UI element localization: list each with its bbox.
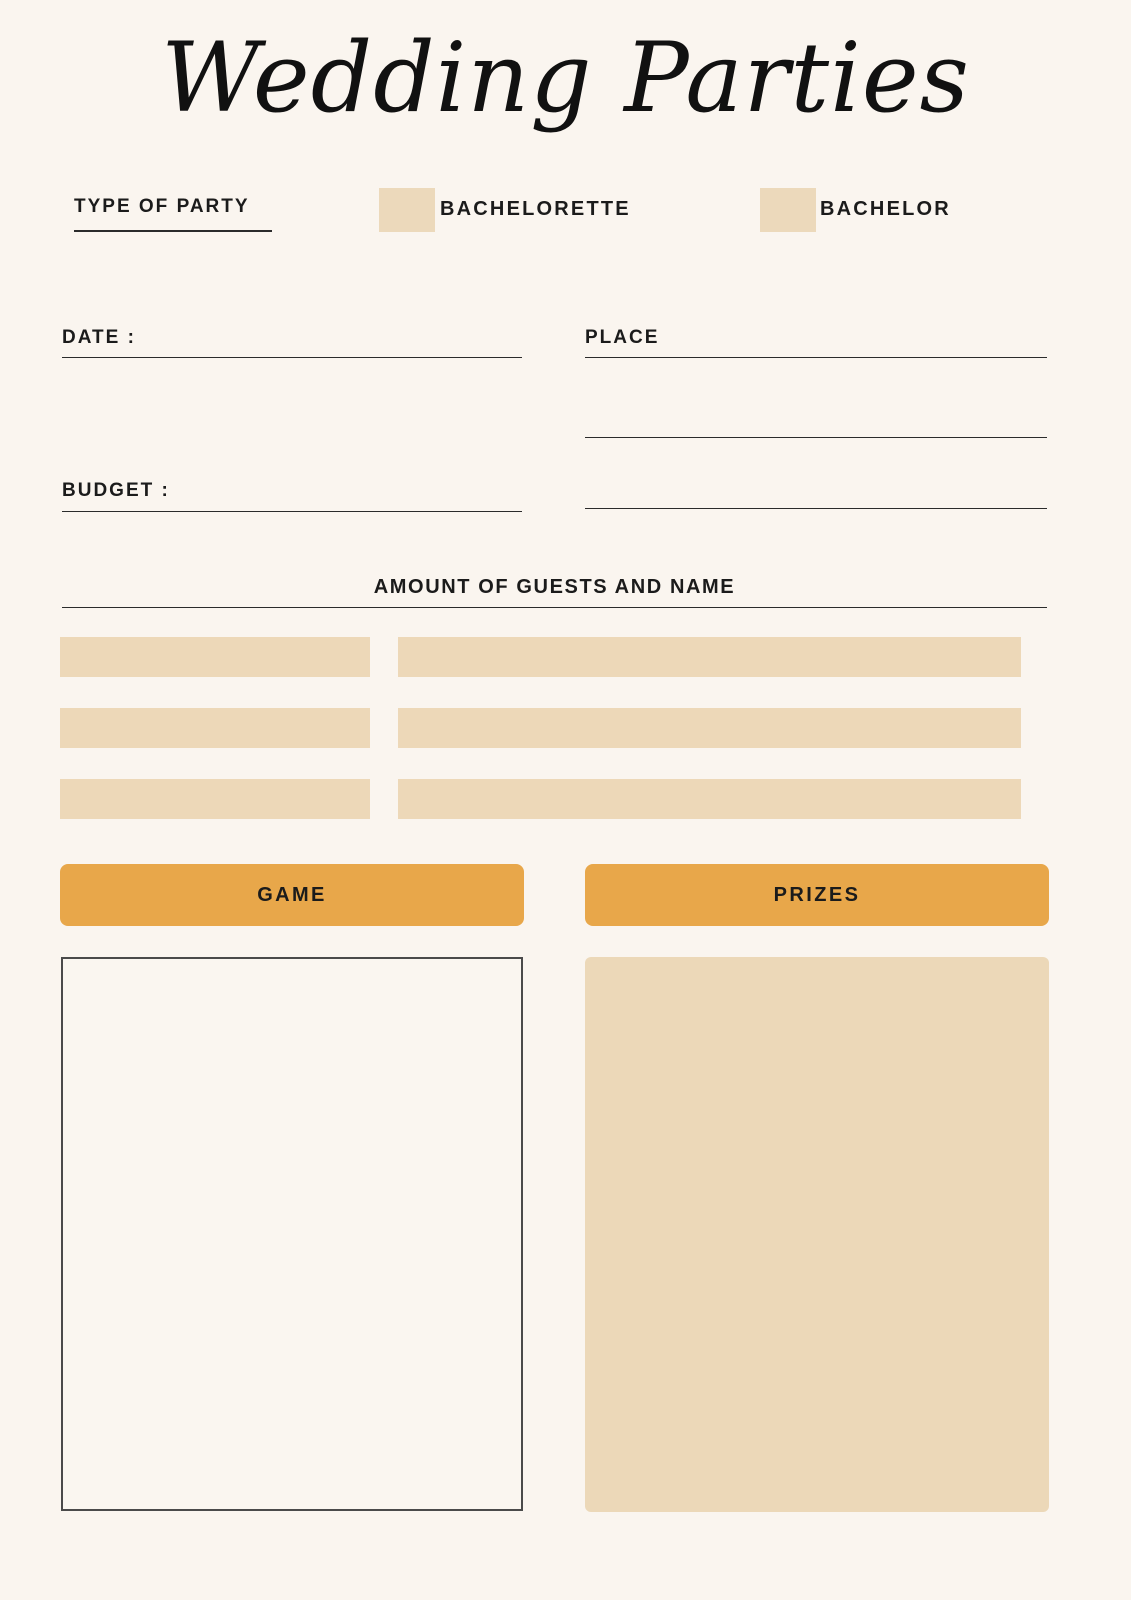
place-input-line-2[interactable] bbox=[585, 437, 1047, 438]
guest-field[interactable] bbox=[705, 779, 1021, 819]
place-label: PLACE bbox=[585, 327, 660, 348]
budget-input-line[interactable] bbox=[62, 511, 522, 512]
prizes-notes-box[interactable] bbox=[585, 957, 1049, 1512]
date-input-line[interactable] bbox=[62, 357, 522, 358]
guests-title-underline bbox=[62, 607, 1047, 608]
party-type-row bbox=[62, 186, 1072, 238]
guest-field[interactable] bbox=[60, 637, 370, 677]
party-type-label: TYPE OF PARTY bbox=[74, 196, 272, 232]
budget-label: BUDGET : bbox=[62, 480, 170, 501]
prizes-section-header: PRIZES bbox=[585, 864, 1049, 926]
checkbox-bachelorette[interactable] bbox=[379, 188, 435, 232]
guest-field[interactable] bbox=[398, 637, 710, 677]
option-label-bachelorette: BACHELORETTE bbox=[440, 198, 631, 220]
guest-field[interactable] bbox=[398, 708, 710, 748]
guest-field[interactable] bbox=[60, 708, 370, 748]
guest-field[interactable] bbox=[60, 779, 370, 819]
checkbox-bachelor[interactable] bbox=[760, 188, 816, 232]
guests-grid bbox=[60, 637, 1049, 819]
guest-field[interactable] bbox=[398, 779, 710, 819]
game-notes-box[interactable] bbox=[61, 957, 523, 1511]
place-input-line-3[interactable] bbox=[585, 508, 1047, 509]
guest-field[interactable] bbox=[705, 637, 1021, 677]
game-section-header: GAME bbox=[60, 864, 524, 926]
page-title: Wedding Parties bbox=[161, 22, 970, 134]
date-label: DATE : bbox=[62, 327, 136, 348]
place-input-line-1[interactable] bbox=[585, 357, 1047, 358]
option-label-bachelor: BACHELOR bbox=[820, 198, 951, 220]
guests-section-title: AMOUNT OF GUESTS AND NAME bbox=[373, 576, 736, 598]
guest-field[interactable] bbox=[705, 708, 1021, 748]
